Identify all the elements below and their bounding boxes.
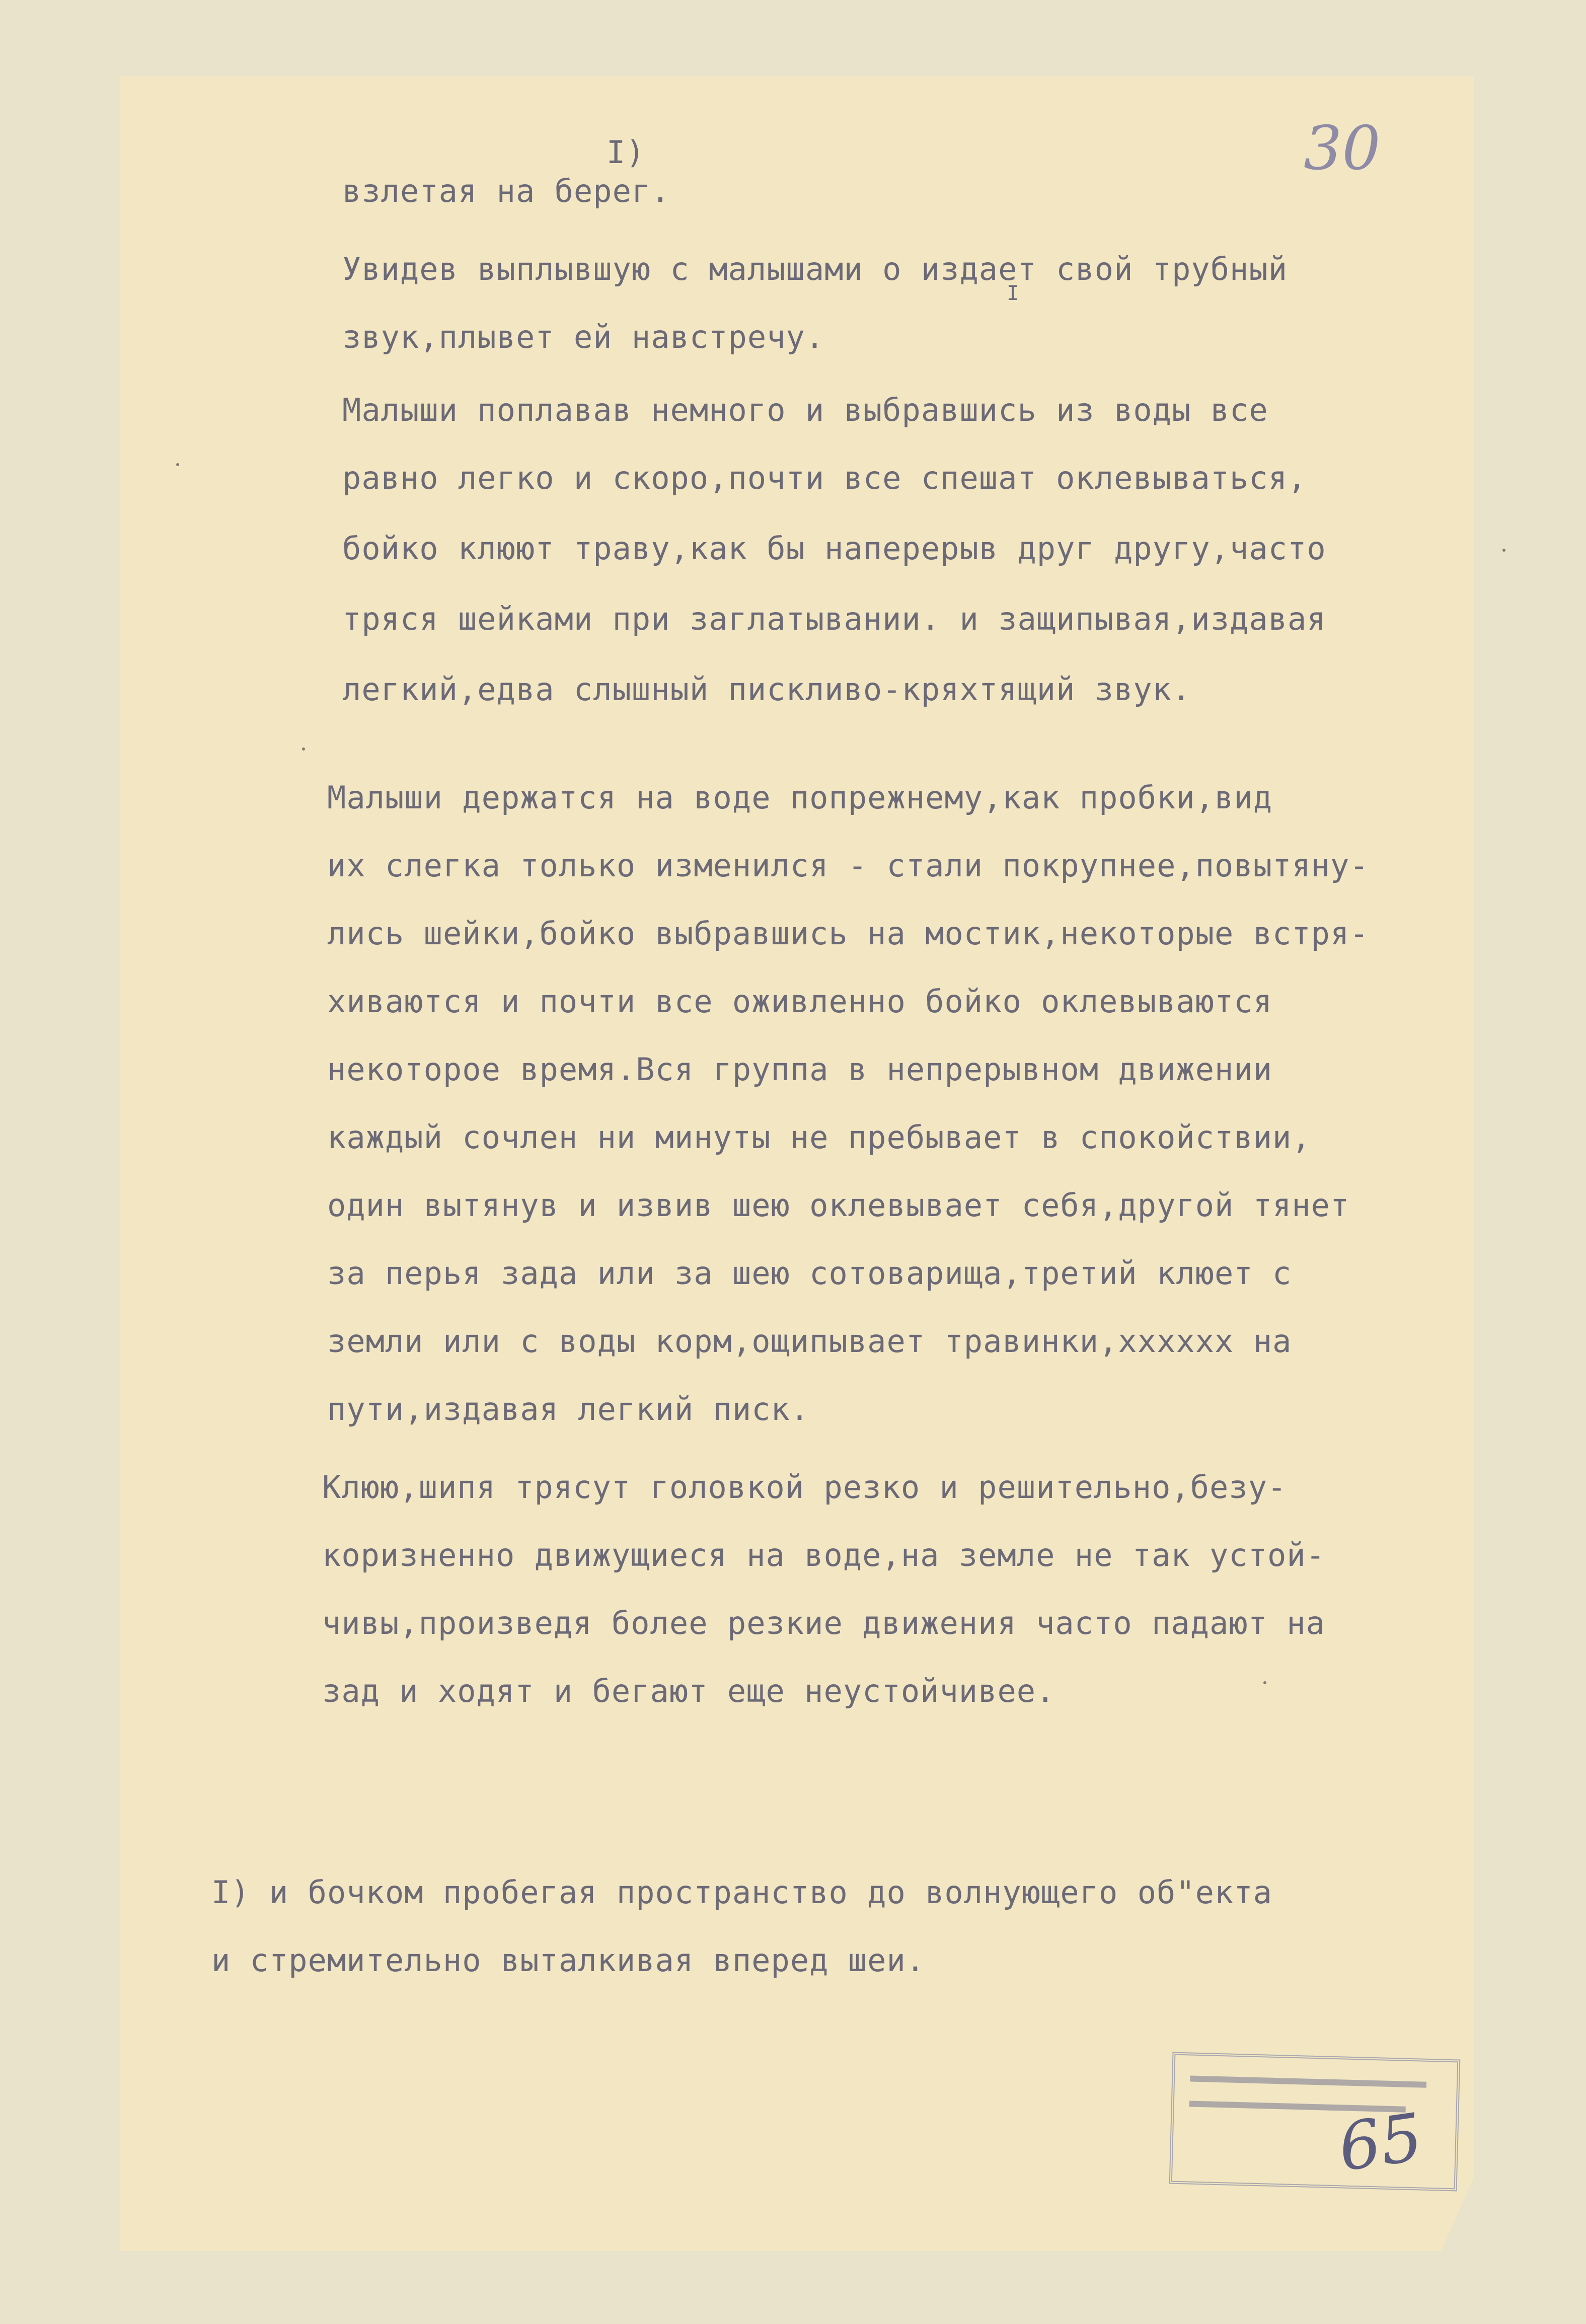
text-line: равно легко и скоро,почти все спешат оклевываться, (342, 460, 1307, 496)
text-line: звук,плывет ей навстречу. (342, 319, 825, 355)
text-line: некоторое время.Вся группа в непрерывном движении (327, 1051, 1273, 1088)
footnote-line: и стремительно выталкивая вперед шеи. (211, 1942, 926, 1979)
text-line: Малыши поплавав немного и выбравшись из воды все (342, 392, 1268, 428)
text-line: коризненно движущиеся на воде,на земле не так устой- (322, 1537, 1326, 1573)
text-line: за перья зада или за шею сотоварища,третий клюет с (327, 1255, 1292, 1292)
footnote-marker: I) (607, 134, 645, 171)
text-line: пути,издавая легкий писк. (327, 1391, 810, 1428)
text-line: Увидев выплывшую с малышами о издает свой трубный (342, 251, 1288, 287)
text-line: чивы,произведя более резкие движения часто падают на (322, 1605, 1326, 1641)
paper-speck (1263, 1681, 1266, 1684)
text-line: тряся шейками при заглатывании. и защипывая,издавая (342, 601, 1326, 637)
footnote-reference-mark: I (1007, 282, 1019, 305)
text-line: лись шейки,бойко выбравшись на мостик,некоторые встря- (327, 915, 1369, 952)
text-line: земли или с воды корм,ощипывает травинки,хххххх на (327, 1323, 1292, 1360)
folio-number: 30 (1304, 114, 1381, 184)
text-line: зад и ходят и бегают еще неустойчивее. (322, 1673, 1055, 1709)
text-line: легкий,едва слышный пискливо-кряхтящий звук. (342, 671, 1191, 708)
text-line: один вытянув и извив шею оклевывает себя,другой тянет (327, 1187, 1350, 1224)
paper-speck (1502, 549, 1505, 552)
text-line: взлетая на берег. (342, 173, 670, 209)
text-line: Клюю,шипя трясут головкой резко и решительно,безу- (322, 1469, 1287, 1506)
text-line: хиваются и почти все оживленно бойко оклевываются (327, 983, 1273, 1020)
text-line: Малыши держатся на воде попрежнему,как пробки,вид (327, 779, 1273, 816)
paper-speck (176, 463, 179, 466)
paper-speck (302, 747, 305, 751)
text-line: их слегка только изменился - стали покрупнее,повытяну- (327, 847, 1369, 884)
footnote-line: I) и бочком пробегая пространство до волнующего об"екта (211, 1874, 1272, 1911)
text-line: бойко клюют траву,как бы наперерыв друг другу,часто (342, 530, 1326, 567)
stamp-text-line (1190, 2075, 1426, 2087)
handwritten-sheet-number: 65 (1334, 2098, 1427, 2186)
text-line: каждый сочлен ни минуты не пребывает в спокойствии, (327, 1119, 1311, 1156)
